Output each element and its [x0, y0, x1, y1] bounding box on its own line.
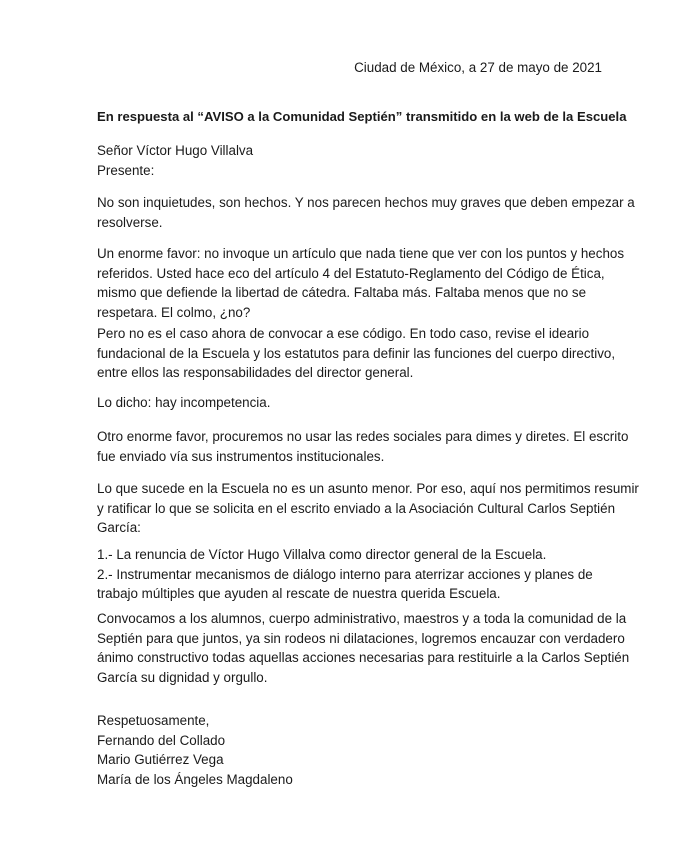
paragraph-6: [97, 479, 639, 538]
paragraph-line: Septién para que juntos, ya sin rodeos ni dilataciones, logremos encauzar con verdadero: [97, 630, 625, 646]
addressee-name: Señor Víctor Hugo Villalva: [97, 143, 254, 158]
demands-list: [97, 545, 617, 604]
paragraph-line: Lo dicho: hay incompetencia.: [97, 395, 271, 410]
addressee-block: [97, 141, 617, 180]
paragraph-line: Lo que sucede en la Escuela no es un asunto menor. Por eso, aquí nos permitimos resumir: [97, 481, 639, 496]
demand-item: 2.- Instrumentar mecanismos de diálogo interno para aterrizar acciones y planes de: [97, 566, 593, 582]
paragraph-line: No son inquietudes, son hechos. Y nos parecen hechos muy graves que deben empezar a: [97, 195, 635, 210]
paragraph-line: respetara. El colmo, ¿no?: [97, 304, 251, 320]
letter-date: Ciudad de México, a 27 de mayo de 2021: [354, 60, 602, 75]
paragraph-line: ánimo constructivo todas aquellas acciones necesarias para restituirle a la Carlos Septién: [97, 650, 630, 666]
paragraph-line: mismo que defiende la libertad de cátedra. Faltaba más. Faltaba menos que no se: [97, 285, 587, 301]
paragraph-5: [97, 427, 629, 466]
paragraph-line: referidos. Usted hace eco del artículo 4 del Estatuto-Reglamento del Código de Ética,: [97, 265, 605, 281]
paragraph-1: [97, 193, 635, 232]
paragraph-line: García:: [97, 520, 141, 536]
closing-salutation: Respetuosamente,: [97, 713, 210, 728]
signatory-name: Fernando del Collado: [97, 732, 226, 748]
signatory-name: María de los Ángeles Magdaleno: [97, 771, 293, 787]
paragraph-line: Otro enorme favor, procuremos no usar las redes sociales para dimes y diretes. El escrito: [97, 429, 629, 444]
paragraph-4: [97, 393, 617, 413]
closing-block: [97, 711, 617, 789]
paragraph-2: [97, 244, 625, 322]
paragraph-line: fundacional de la Escuela y los estatutos para definir las funciones del cuerpo directivo,: [97, 345, 616, 361]
signatory-name: Mario Gutiérrez Vega: [97, 752, 224, 768]
paragraph-line: Pero no es el caso ahora de convocar a ese código. En todo caso, revise el ideario: [97, 326, 590, 341]
demand-item: trabajo múltiples que ayuden al rescate de nuestra querida Escuela.: [97, 586, 501, 602]
paragraph-7: [97, 609, 630, 687]
paragraph-3: [97, 324, 617, 383]
letter-subject: En respuesta al “AVISO a la Comunidad Septién” transmitido en la web de la Escuela: [97, 109, 627, 124]
paragraph-line: y ratificar lo que se solicita en el escrito enviado a la Asociación Cultural Carlos Septién: [97, 500, 616, 516]
paragraph-line: Convocamos a los alumnos, cuerpo administrativo, maestros y a toda la comunidad de la: [97, 611, 627, 626]
paragraph-line: resolverse.: [97, 214, 163, 230]
addressee-presente: Presente:: [97, 162, 155, 178]
paragraph-line: García su dignidad y orgullo.: [97, 669, 268, 685]
paragraph-line: Un enorme favor: no invoque un artículo que nada tiene que ver con los puntos y hechos: [97, 246, 625, 261]
paragraph-line: fue enviado vía sus instrumentos institucionales.: [97, 448, 385, 464]
paragraph-line: entre ellos las responsabilidades del director general.: [97, 365, 414, 381]
demand-item: 1.- La renuncia de Víctor Hugo Villalva como director general de la Escuela.: [97, 547, 547, 562]
